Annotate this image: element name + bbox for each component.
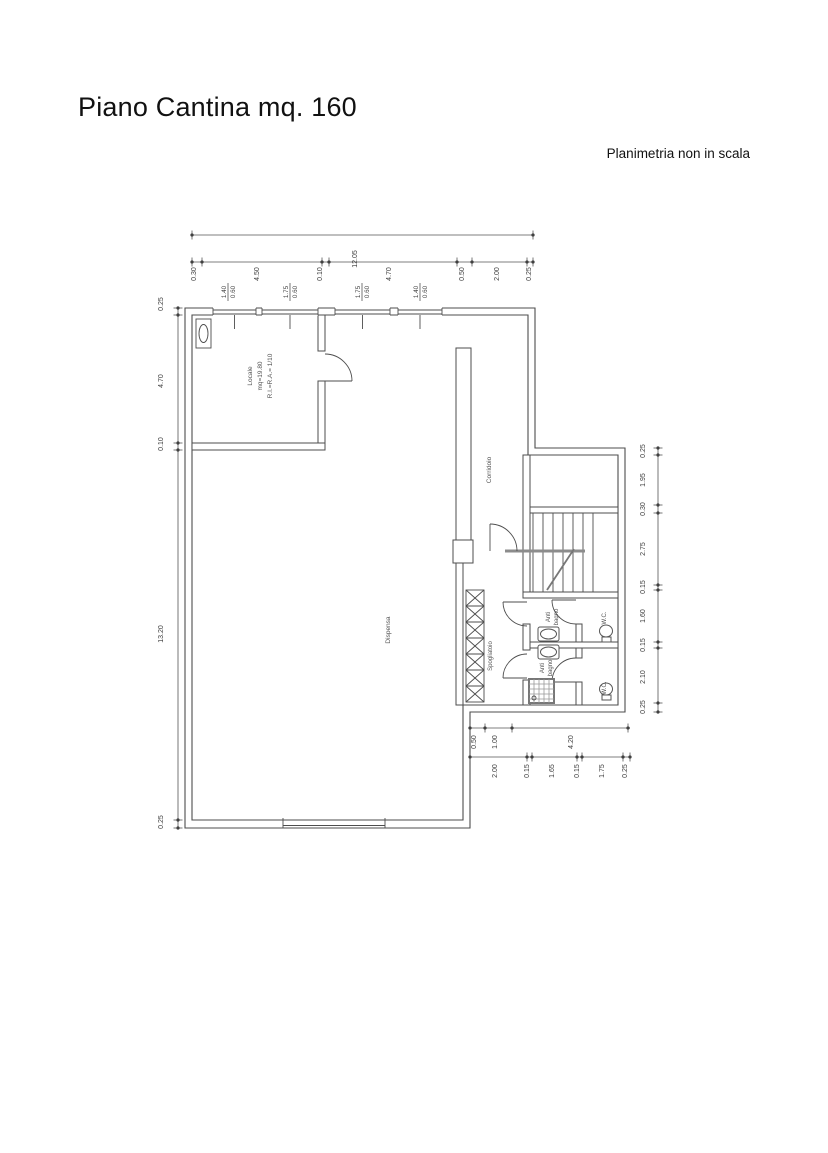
wall-locale-right-upper xyxy=(318,315,325,351)
dim-window-2 xyxy=(355,283,371,301)
dim-top-0: 0.30 xyxy=(191,267,198,281)
dim-overall-top: 12.05 xyxy=(352,250,359,268)
dim-window-1-w: 1.75 xyxy=(283,285,290,299)
label-antibagno-upper-1: Anti xyxy=(546,611,552,623)
dim-bottom-a-2: 4.20 xyxy=(568,735,575,749)
dim-ticks xyxy=(174,231,663,830)
stair-direction-line xyxy=(547,549,574,590)
dim-top-3: 4.70 xyxy=(386,267,393,281)
dim-window-3-h: 0.60 xyxy=(422,285,429,299)
dim-window-1 xyxy=(283,283,299,301)
label-dispensa: Dispensa xyxy=(385,616,392,644)
dim-window-2-h: 0.60 xyxy=(364,285,371,299)
dim-bottom-b-2: 1.65 xyxy=(549,764,556,778)
dim-window-1-h: 0.60 xyxy=(292,285,299,299)
wall-wc-lower-a xyxy=(576,648,582,658)
dim-bottom-b-4: 1.75 xyxy=(599,764,606,778)
dim-right-0: 0.25 xyxy=(640,444,647,458)
dim-left-1: 4.70 xyxy=(158,374,165,388)
wall-spogliatoio-a xyxy=(523,624,530,650)
dim-bottom-b-0: 2.00 xyxy=(492,764,499,778)
dim-window-0-h: 0.60 xyxy=(230,285,237,299)
wall-locale-right-lower xyxy=(318,381,325,443)
dim-top-1: 4.50 xyxy=(254,267,261,281)
wall-stair-top xyxy=(530,507,618,513)
dim-bottom-a-1: 1.00 xyxy=(492,735,499,749)
dim-left-4: 0.25 xyxy=(158,815,165,829)
dim-left-0: 0.25 xyxy=(158,297,165,311)
scale-note: Planimetria non in scala xyxy=(606,146,750,161)
dim-top-2: 0.10 xyxy=(317,267,324,281)
dim-window-0 xyxy=(221,283,237,301)
door-locale xyxy=(325,354,352,381)
staircase xyxy=(505,513,593,592)
dim-window-3-w: 1.40 xyxy=(413,285,420,299)
label-locale-area: mq=19.80 xyxy=(257,361,264,391)
label-locale: Locale xyxy=(247,366,254,386)
dim-right-4: 0.15 xyxy=(640,580,647,594)
wall-wc-lower-b xyxy=(576,682,582,705)
dim-top-4: 0.50 xyxy=(459,267,466,281)
dim-window-0-w: 1.40 xyxy=(221,285,228,299)
door-antibagno-lower xyxy=(503,654,527,678)
dim-bottom-b-3: 0.15 xyxy=(574,764,581,778)
wall-wc-upper xyxy=(576,624,582,642)
shower xyxy=(529,679,554,703)
dim-right-2: 0.30 xyxy=(640,502,647,516)
dim-right-8: 0.25 xyxy=(640,700,647,714)
label-spogliatoio: Spogliatoio xyxy=(488,641,494,671)
label-locale-ratio: R.I.=R.A.= 1/10 xyxy=(267,353,274,399)
dim-top-5: 2.00 xyxy=(494,267,501,281)
label-antibagno-lower-1: Anti xyxy=(540,662,546,674)
sink-lower xyxy=(538,645,559,659)
dim-left-2: 0.10 xyxy=(158,437,165,451)
wall-corridor-right xyxy=(523,455,530,598)
door-wc-lower xyxy=(552,658,576,682)
dim-bottom-b-5: 0.25 xyxy=(622,764,629,778)
wall-pier xyxy=(453,540,473,563)
label-wc-upper: W.C. xyxy=(602,611,608,625)
dim-right-1: 1.95 xyxy=(640,473,647,487)
wall-locale-bottom xyxy=(192,443,325,450)
wall-dispensa-right xyxy=(456,563,463,705)
dim-right-5: 1.60 xyxy=(640,609,647,623)
label-antibagno-lower-2: bagno xyxy=(548,659,554,677)
vent-window xyxy=(196,319,211,348)
wall-stair-bottom xyxy=(523,592,618,598)
dim-window-3 xyxy=(413,283,429,301)
label-wc-lower: W.C. xyxy=(602,681,608,695)
dim-bottom-a-0: 0.50 xyxy=(471,735,478,749)
label-corridoio: Corridoio xyxy=(486,456,493,484)
dimension-lines xyxy=(174,231,663,830)
door-corridor xyxy=(490,524,517,551)
dim-right-3: 2.75 xyxy=(640,542,647,556)
dim-window-2-w: 1.75 xyxy=(355,285,362,299)
wall-corridor-partition xyxy=(456,348,471,540)
sink-upper xyxy=(538,627,559,641)
label-antibagno-upper-2: bagno xyxy=(554,608,560,626)
toilet-upper xyxy=(600,625,613,642)
page-title: Piano Cantina mq. 160 xyxy=(78,92,357,122)
dim-left-3: 13.20 xyxy=(158,625,165,643)
dimension-labels xyxy=(158,250,647,829)
dim-right-7: 2.10 xyxy=(640,670,647,684)
dim-top-6: 0.25 xyxy=(526,267,533,281)
door-antibagno-upper xyxy=(503,602,527,626)
locker-strip xyxy=(466,590,484,702)
dim-right-6: 0.15 xyxy=(640,638,647,652)
dim-bottom-b-1: 0.15 xyxy=(524,764,531,778)
